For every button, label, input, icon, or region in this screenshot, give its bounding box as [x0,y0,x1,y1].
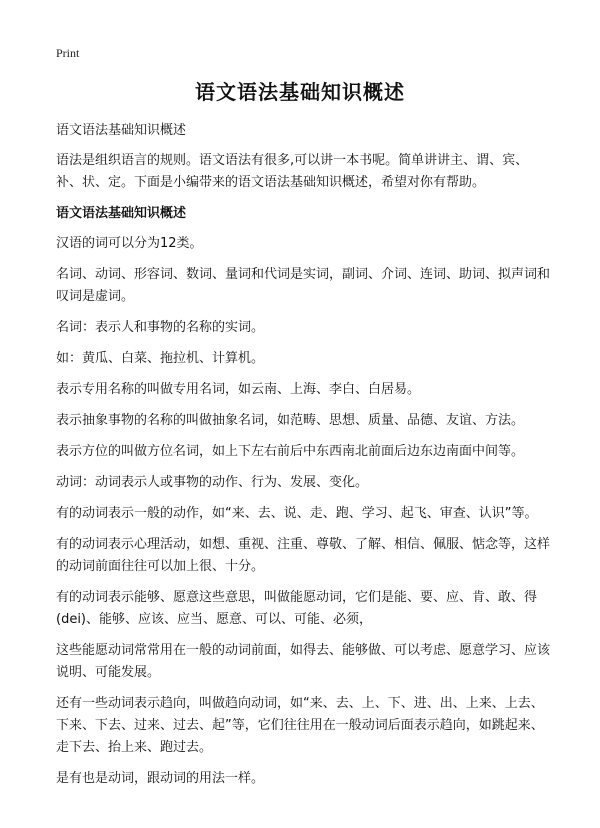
article-subtitle: 语文语法基础知识概述 [56,123,187,138]
paragraph: 汉语的词可以分为12类。 [56,236,203,251]
paragraph: 如：黄瓜、白菜、拖拉机、计算机。 [56,351,265,366]
paragraph: 有的动词表示心理活动，如想、重视、注重、尊敬、了解、相信、佩服、惦念等，这样的动词前面往往可以加上很、十分。 [56,537,551,574]
print-link[interactable]: Print [56,46,80,60]
article-body [56,120,551,799]
paragraph: 是有也是动词，跟动词的用法一样。 [56,771,265,786]
paragraph: 名词、动词、形容词、数词、量词和代词是实词，副词、介词、连词、助词、拟声词和叹词是虚词。 [56,267,551,304]
paragraph: 名词：表示人和事物的名称的实词。 [56,320,265,335]
paragraph: 表示方位的叫做方位名词，如上下左右前后中东西南北前面后边东边南面中间等。 [56,444,525,459]
page-title: 语文语法基础知识概述 [195,80,405,104]
paragraph: 还有一些动词表示趋向，叫做趋向动词，如“来、去、上、下、进、出、上来、上去、下来、下去、过来、过去、起”等，它们往往用在一般动词后面表示趋向，如跳起来、走下去、抬上来、跑过去。 [56,696,544,755]
paragraph: 这些能愿动词常常用在一般的动词前面，如得去、能够做、可以考虑、愿意学习、应该说明、可能发展。 [56,643,551,680]
paragraph: 有的动词表示一般的动作，如“来、去、说、走、跑、学习、起飞、审查、认识”等。 [56,506,538,521]
paragraph: 有的动词表示能够、愿意这些意思，叫做能愿动词，它们是能、要、应、肯、敢、得(dei)、能够、应该、应当、愿意、可以、可能、必须， [56,590,538,627]
section-heading: 语文语法基础知识概述 [56,206,187,221]
paragraph: 表示专用名称的叫做专用名词，如云南、上海、李白、白居易。 [56,382,421,397]
intro-paragraph: 语法是组织语言的规则。语文语法有很多,可以讲一本书呢。简单讲讲主、谓、宾、补、状、定。下面是小编带来的语文语法基础知识概述，希望对你有帮助。 [56,153,529,190]
paragraph: 表示抽象事物的名称的叫做抽象名词，如范畴、思想、质量、品德、友谊、方法。 [56,413,525,428]
paragraph: 动词：动词表示人或事物的动作、行为、发展、变化。 [56,475,369,490]
